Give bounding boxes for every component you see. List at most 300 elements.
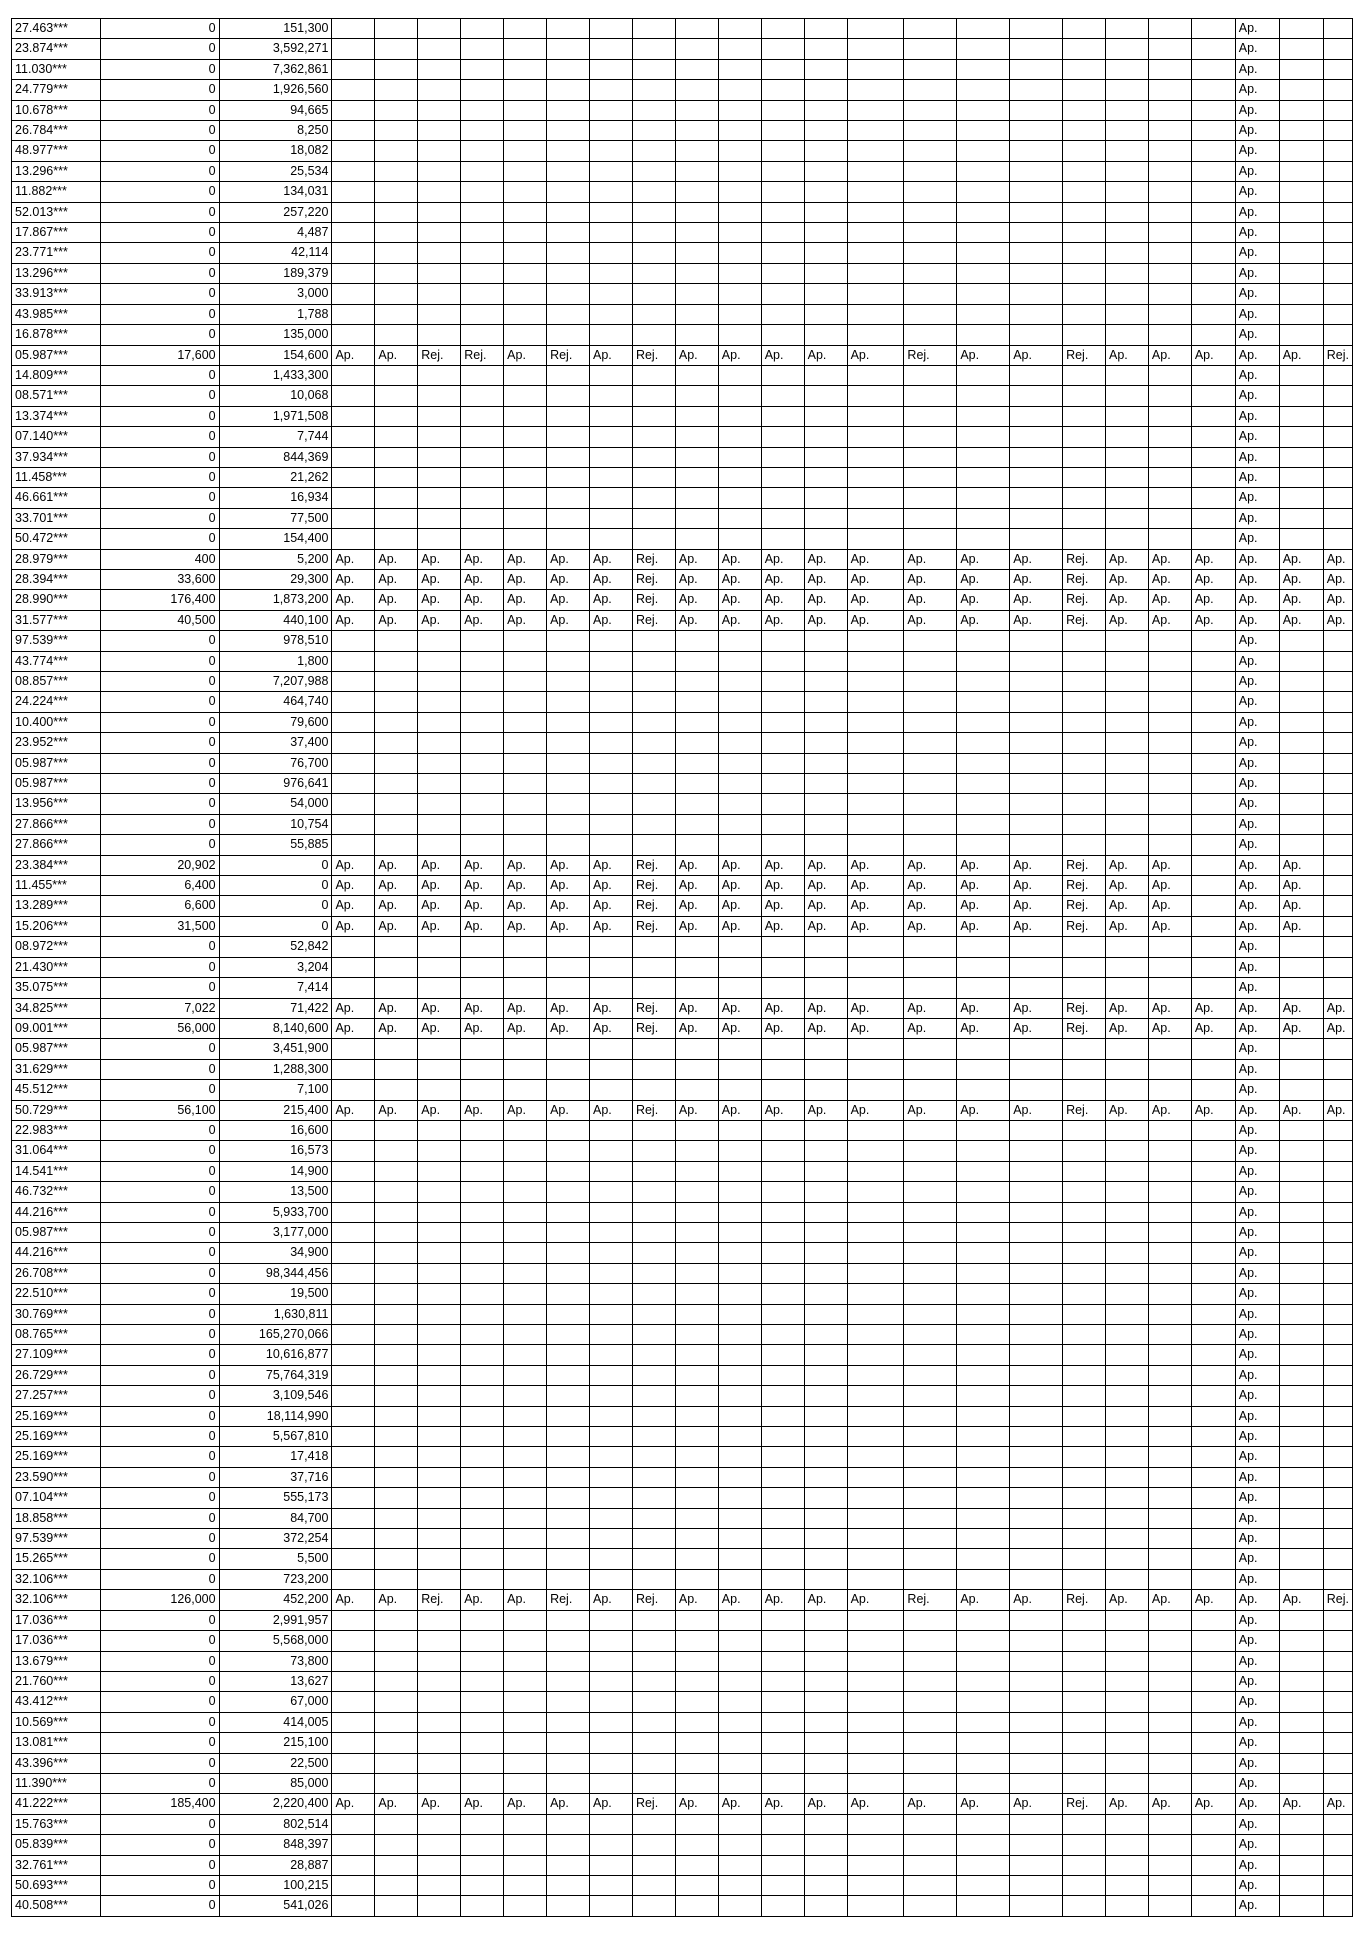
shares-total-cell: 151,300 <box>219 19 332 39</box>
vote-cell <box>1010 1875 1063 1895</box>
vote-cell <box>1106 1814 1149 1834</box>
vote-cell <box>718 223 761 243</box>
vote-cell <box>632 1610 675 1630</box>
vote-cell <box>1106 814 1149 834</box>
vote-cell <box>804 488 847 508</box>
vote-cell <box>1106 978 1149 998</box>
shares-total-cell: 71,422 <box>219 998 332 1018</box>
vote-cell <box>375 1773 418 1793</box>
vote-cell <box>632 1692 675 1712</box>
vote-cell <box>761 202 804 222</box>
vote-cell <box>1148 1304 1191 1324</box>
vote-cell <box>847 712 904 732</box>
vote-cell <box>1148 1651 1191 1671</box>
vote-cell <box>461 1222 504 1242</box>
vote-cell <box>632 1773 675 1793</box>
vote-cell <box>375 1141 418 1161</box>
shares-count-cell: 0 <box>100 672 219 692</box>
vote-cell <box>332 488 375 508</box>
vote-cell <box>904 1651 957 1671</box>
vote-cell <box>547 202 590 222</box>
shares-total-cell: 55,885 <box>219 835 332 855</box>
vote-cell <box>957 39 1010 59</box>
vote-cell <box>847 1182 904 1202</box>
vote-cell <box>461 304 504 324</box>
vote-cell <box>1191 1386 1235 1406</box>
shares-count-cell: 0 <box>100 1712 219 1732</box>
vote-cell <box>1279 508 1323 528</box>
vote-cell <box>461 1549 504 1569</box>
vote-cell <box>957 1875 1010 1895</box>
vote-cell <box>547 1365 590 1385</box>
vote-cell <box>1148 284 1191 304</box>
vote-cell <box>1279 19 1323 39</box>
vote-cell: Ap. <box>1235 386 1279 406</box>
vote-cell <box>847 529 904 549</box>
vote-cell <box>904 80 957 100</box>
vote-cell <box>847 814 904 834</box>
vote-cell <box>547 304 590 324</box>
vote-cell <box>847 182 904 202</box>
vote-cell <box>461 672 504 692</box>
shares-count-cell: 0 <box>100 1855 219 1875</box>
shares-count-cell: 0 <box>100 1671 219 1691</box>
vote-cell <box>632 161 675 181</box>
vote-cell <box>590 1365 633 1385</box>
vote-cell <box>375 1692 418 1712</box>
shareholder-id-cell: 43.774*** <box>12 651 101 671</box>
table-row <box>12 365 1353 385</box>
vote-cell <box>1106 1243 1149 1263</box>
vote-cell: Ap. <box>332 1794 375 1814</box>
vote-cell <box>904 1753 957 1773</box>
vote-cell: Ap. <box>590 549 633 569</box>
vote-cell <box>1279 1773 1323 1793</box>
vote-cell <box>761 733 804 753</box>
vote-cell: Ap. <box>847 1590 904 1610</box>
vote-cell <box>547 161 590 181</box>
vote-cell <box>1010 1671 1063 1691</box>
vote-cell <box>1063 957 1106 977</box>
shareholder-id-cell: 33.701*** <box>12 508 101 528</box>
vote-cell <box>1323 1080 1352 1100</box>
vote-cell <box>632 1733 675 1753</box>
vote-cell <box>1323 794 1352 814</box>
vote-cell <box>1010 1059 1063 1079</box>
vote-cell <box>761 1488 804 1508</box>
shares-total-cell: 22,500 <box>219 1753 332 1773</box>
vote-cell <box>461 1141 504 1161</box>
vote-cell <box>418 1855 461 1875</box>
vote-cell <box>847 1875 904 1895</box>
vote-cell: Ap. <box>1235 549 1279 569</box>
vote-cell <box>1279 1835 1323 1855</box>
table-row <box>12 80 1353 100</box>
vote-cell <box>761 488 804 508</box>
vote-cell <box>375 508 418 528</box>
vote-cell <box>332 1529 375 1549</box>
vote-cell <box>375 182 418 202</box>
shares-count-cell: 0 <box>100 202 219 222</box>
shares-total-cell: 134,031 <box>219 182 332 202</box>
vote-cell <box>1063 1182 1106 1202</box>
vote-cell <box>957 1549 1010 1569</box>
vote-cell <box>1106 672 1149 692</box>
vote-cell <box>632 1120 675 1140</box>
vote-cell: Ap. <box>504 1590 547 1610</box>
vote-cell <box>1191 1875 1235 1895</box>
vote-cell <box>1106 80 1149 100</box>
vote-cell <box>1323 304 1352 324</box>
vote-cell <box>847 488 904 508</box>
vote-cell: Ap. <box>1235 1814 1279 1834</box>
shares-count-cell: 0 <box>100 1427 219 1447</box>
vote-cell <box>804 304 847 324</box>
vote-cell <box>590 100 633 120</box>
vote-cell <box>461 1508 504 1528</box>
vote-cell <box>547 1386 590 1406</box>
shares-count-cell: 0 <box>100 1508 219 1528</box>
shareholder-id-cell: 41.222*** <box>12 1794 101 1814</box>
vote-cell <box>1106 1427 1149 1447</box>
table-row <box>12 182 1353 202</box>
vote-cell <box>461 1467 504 1487</box>
vote-cell <box>804 814 847 834</box>
vote-cell <box>632 1080 675 1100</box>
vote-cell <box>632 1263 675 1283</box>
vote-cell <box>804 406 847 426</box>
vote-cell: Ap. <box>504 610 547 630</box>
vote-cell <box>847 284 904 304</box>
vote-cell <box>590 1855 633 1875</box>
vote-cell <box>504 1671 547 1691</box>
vote-cell <box>1106 529 1149 549</box>
vote-cell <box>957 1243 1010 1263</box>
vote-cell <box>804 1345 847 1365</box>
vote-cell <box>332 1161 375 1181</box>
vote-cell <box>332 1141 375 1161</box>
table-row <box>12 1304 1353 1324</box>
vote-cell: Ap. <box>847 345 904 365</box>
vote-cell: Ap. <box>1235 1569 1279 1589</box>
shares-total-cell: 978,510 <box>219 631 332 651</box>
vote-cell: Rej. <box>1063 1100 1106 1120</box>
vote-cell <box>1106 1835 1149 1855</box>
vote-cell <box>504 263 547 283</box>
table-row <box>12 202 1353 222</box>
vote-cell <box>461 1488 504 1508</box>
vote-cell <box>1323 1733 1352 1753</box>
vote-cell <box>675 794 718 814</box>
vote-cell: Rej. <box>632 916 675 936</box>
vote-cell <box>1191 1712 1235 1732</box>
shareholder-id-cell: 13.296*** <box>12 161 101 181</box>
vote-cell <box>847 1733 904 1753</box>
vote-cell: Ap. <box>804 876 847 896</box>
vote-cell <box>504 937 547 957</box>
vote-cell <box>418 406 461 426</box>
vote-cell <box>1106 121 1149 141</box>
vote-cell <box>547 1529 590 1549</box>
vote-cell <box>590 1039 633 1059</box>
vote-cell <box>418 80 461 100</box>
vote-cell <box>504 1529 547 1549</box>
vote-cell <box>847 59 904 79</box>
vote-cell <box>547 1427 590 1447</box>
vote-cell <box>957 1304 1010 1324</box>
vote-cell <box>804 1631 847 1651</box>
table-row <box>12 141 1353 161</box>
vote-cell <box>1063 774 1106 794</box>
vote-cell: Ap. <box>590 998 633 1018</box>
vote-cell: Ap. <box>1010 1590 1063 1610</box>
vote-cell <box>761 447 804 467</box>
vote-cell <box>1106 161 1149 181</box>
vote-cell <box>1148 712 1191 732</box>
vote-cell: Ap. <box>332 345 375 365</box>
shares-total-cell: 414,005 <box>219 1712 332 1732</box>
vote-cell <box>847 937 904 957</box>
vote-cell <box>1148 753 1191 773</box>
vote-cell: Ap. <box>332 590 375 610</box>
vote-cell <box>418 1345 461 1365</box>
vote-cell <box>1063 182 1106 202</box>
vote-cell <box>847 1386 904 1406</box>
vote-cell <box>1279 100 1323 120</box>
vote-cell <box>904 1222 957 1242</box>
vote-cell <box>1279 1488 1323 1508</box>
vote-cell: Ap. <box>1106 1018 1149 1038</box>
vote-cell <box>1148 631 1191 651</box>
vote-cell <box>718 937 761 957</box>
shareholder-id-cell: 23.590*** <box>12 1467 101 1487</box>
vote-cell <box>504 1875 547 1895</box>
vote-cell <box>1279 325 1323 345</box>
vote-cell <box>904 1386 957 1406</box>
shares-count-cell: 0 <box>100 386 219 406</box>
shares-count-cell: 0 <box>100 1896 219 1916</box>
vote-cell <box>1148 1529 1191 1549</box>
vote-cell <box>1191 1427 1235 1447</box>
vote-cell: Ap. <box>375 876 418 896</box>
vote-cell <box>1148 1467 1191 1487</box>
vote-cell <box>461 1631 504 1651</box>
vote-cell <box>718 1488 761 1508</box>
vote-cell: Ap. <box>461 896 504 916</box>
vote-cell: Ap. <box>804 590 847 610</box>
vote-cell <box>804 39 847 59</box>
vote-cell: Ap. <box>1235 467 1279 487</box>
vote-cell <box>761 304 804 324</box>
vote-cell <box>332 1406 375 1426</box>
vote-cell <box>418 774 461 794</box>
vote-cell <box>761 263 804 283</box>
vote-cell <box>1010 467 1063 487</box>
table-row <box>12 100 1353 120</box>
vote-cell <box>547 284 590 304</box>
shares-count-cell: 0 <box>100 1345 219 1365</box>
vote-cell <box>904 121 957 141</box>
vote-cell <box>1063 488 1106 508</box>
shares-count-cell: 0 <box>100 1529 219 1549</box>
vote-cell <box>904 406 957 426</box>
vote-cell <box>957 19 1010 39</box>
vote-cell <box>332 1610 375 1630</box>
vote-cell <box>332 121 375 141</box>
vote-cell <box>332 1243 375 1263</box>
vote-cell <box>718 835 761 855</box>
vote-cell <box>675 835 718 855</box>
vote-cell <box>547 1304 590 1324</box>
vote-cell <box>675 1161 718 1181</box>
vote-cell <box>632 406 675 426</box>
vote-cell <box>904 814 957 834</box>
vote-cell <box>547 1488 590 1508</box>
vote-cell <box>1106 1896 1149 1916</box>
vote-cell <box>632 80 675 100</box>
vote-cell <box>332 733 375 753</box>
vote-cell <box>1279 1529 1323 1549</box>
vote-cell <box>761 19 804 39</box>
vote-cell: Ap. <box>504 896 547 916</box>
vote-cell <box>804 284 847 304</box>
shares-count-cell: 0 <box>100 1080 219 1100</box>
shareholder-id-cell: 44.216*** <box>12 1243 101 1263</box>
vote-cell <box>1323 39 1352 59</box>
vote-cell <box>332 753 375 773</box>
vote-cell <box>1323 529 1352 549</box>
vote-cell <box>761 1447 804 1467</box>
shares-total-cell: 10,616,877 <box>219 1345 332 1365</box>
vote-cell <box>1191 508 1235 528</box>
vote-cell <box>590 1080 633 1100</box>
vote-cell <box>1010 1080 1063 1100</box>
vote-cell: Ap. <box>375 345 418 365</box>
vote-cell <box>1323 1549 1352 1569</box>
vote-cell <box>718 1814 761 1834</box>
vote-cell <box>718 1712 761 1732</box>
vote-cell: Rej. <box>632 549 675 569</box>
vote-cell <box>632 1161 675 1181</box>
table-row <box>12 1447 1353 1467</box>
vote-cell <box>804 1365 847 1385</box>
shares-total-cell: 16,600 <box>219 1120 332 1140</box>
vote-cell <box>1279 1120 1323 1140</box>
vote-cell <box>1323 1243 1352 1263</box>
vote-cell <box>418 692 461 712</box>
vote-cell <box>1191 937 1235 957</box>
vote-cell <box>1063 243 1106 263</box>
vote-cell <box>718 1222 761 1242</box>
vote-cell <box>1106 447 1149 467</box>
vote-cell <box>1010 508 1063 528</box>
vote-cell: Rej. <box>1323 345 1352 365</box>
vote-cell: Ap. <box>1235 1855 1279 1875</box>
shareholder-id-cell: 40.508*** <box>12 1896 101 1916</box>
vote-cell <box>957 1284 1010 1304</box>
vote-cell: Ap. <box>1010 1018 1063 1038</box>
vote-cell: Ap. <box>461 876 504 896</box>
vote-cell <box>418 1202 461 1222</box>
vote-cell <box>761 1386 804 1406</box>
vote-cell <box>547 427 590 447</box>
vote-cell <box>804 712 847 732</box>
vote-cell: Ap. <box>1148 916 1191 936</box>
vote-cell <box>1323 1896 1352 1916</box>
vote-cell: Ap. <box>1279 610 1323 630</box>
vote-cell <box>761 1080 804 1100</box>
vote-cell <box>461 835 504 855</box>
vote-cell <box>375 1631 418 1651</box>
vote-cell <box>1010 100 1063 120</box>
shares-count-cell: 0 <box>100 19 219 39</box>
vote-cell <box>1148 488 1191 508</box>
shareholder-id-cell: 05.987*** <box>12 1039 101 1059</box>
vote-cell <box>1010 325 1063 345</box>
vote-cell <box>1148 978 1191 998</box>
vote-cell <box>332 223 375 243</box>
vote-cell <box>1148 406 1191 426</box>
vote-cell <box>418 835 461 855</box>
vote-cell <box>904 1488 957 1508</box>
vote-cell <box>1148 1427 1191 1447</box>
shares-total-cell: 976,641 <box>219 774 332 794</box>
vote-cell <box>461 1529 504 1549</box>
vote-cell <box>1148 1120 1191 1140</box>
vote-cell <box>504 325 547 345</box>
vote-cell <box>675 1447 718 1467</box>
vote-cell: Ap. <box>1235 529 1279 549</box>
shares-count-cell: 31,500 <box>100 916 219 936</box>
table-row <box>12 1610 1353 1630</box>
vote-cell <box>375 1406 418 1426</box>
vote-cell <box>1063 1243 1106 1263</box>
vote-cell <box>332 1182 375 1202</box>
vote-cell <box>1106 1692 1149 1712</box>
vote-cell <box>418 1692 461 1712</box>
table-row <box>12 1733 1353 1753</box>
vote-cell: Ap. <box>1235 1304 1279 1324</box>
vote-cell <box>1106 284 1149 304</box>
vote-cell <box>1191 59 1235 79</box>
vote-cell: Ap. <box>1279 998 1323 1018</box>
vote-cell <box>804 1386 847 1406</box>
vote-cell <box>1323 121 1352 141</box>
vote-cell <box>1279 1325 1323 1345</box>
vote-cell <box>957 1059 1010 1079</box>
vote-cell <box>1010 304 1063 324</box>
vote-cell <box>957 365 1010 385</box>
vote-cell: Ap. <box>1279 1018 1323 1038</box>
vote-cell <box>718 243 761 263</box>
vote-cell <box>1010 631 1063 651</box>
vote-cell: Ap. <box>461 1590 504 1610</box>
vote-cell: Ap. <box>461 1018 504 1038</box>
vote-cell <box>957 1365 1010 1385</box>
vote-cell <box>332 1059 375 1079</box>
vote-cell <box>761 1631 804 1651</box>
vote-cell: Ap. <box>1323 998 1352 1018</box>
shareholder-id-cell: 13.289*** <box>12 896 101 916</box>
vote-cell <box>761 1855 804 1875</box>
vote-cell <box>1106 1733 1149 1753</box>
vote-cell <box>418 1427 461 1447</box>
shares-total-cell: 215,100 <box>219 1733 332 1753</box>
vote-cell <box>761 692 804 712</box>
vote-cell <box>590 121 633 141</box>
vote-cell <box>761 59 804 79</box>
vote-cell <box>461 1284 504 1304</box>
